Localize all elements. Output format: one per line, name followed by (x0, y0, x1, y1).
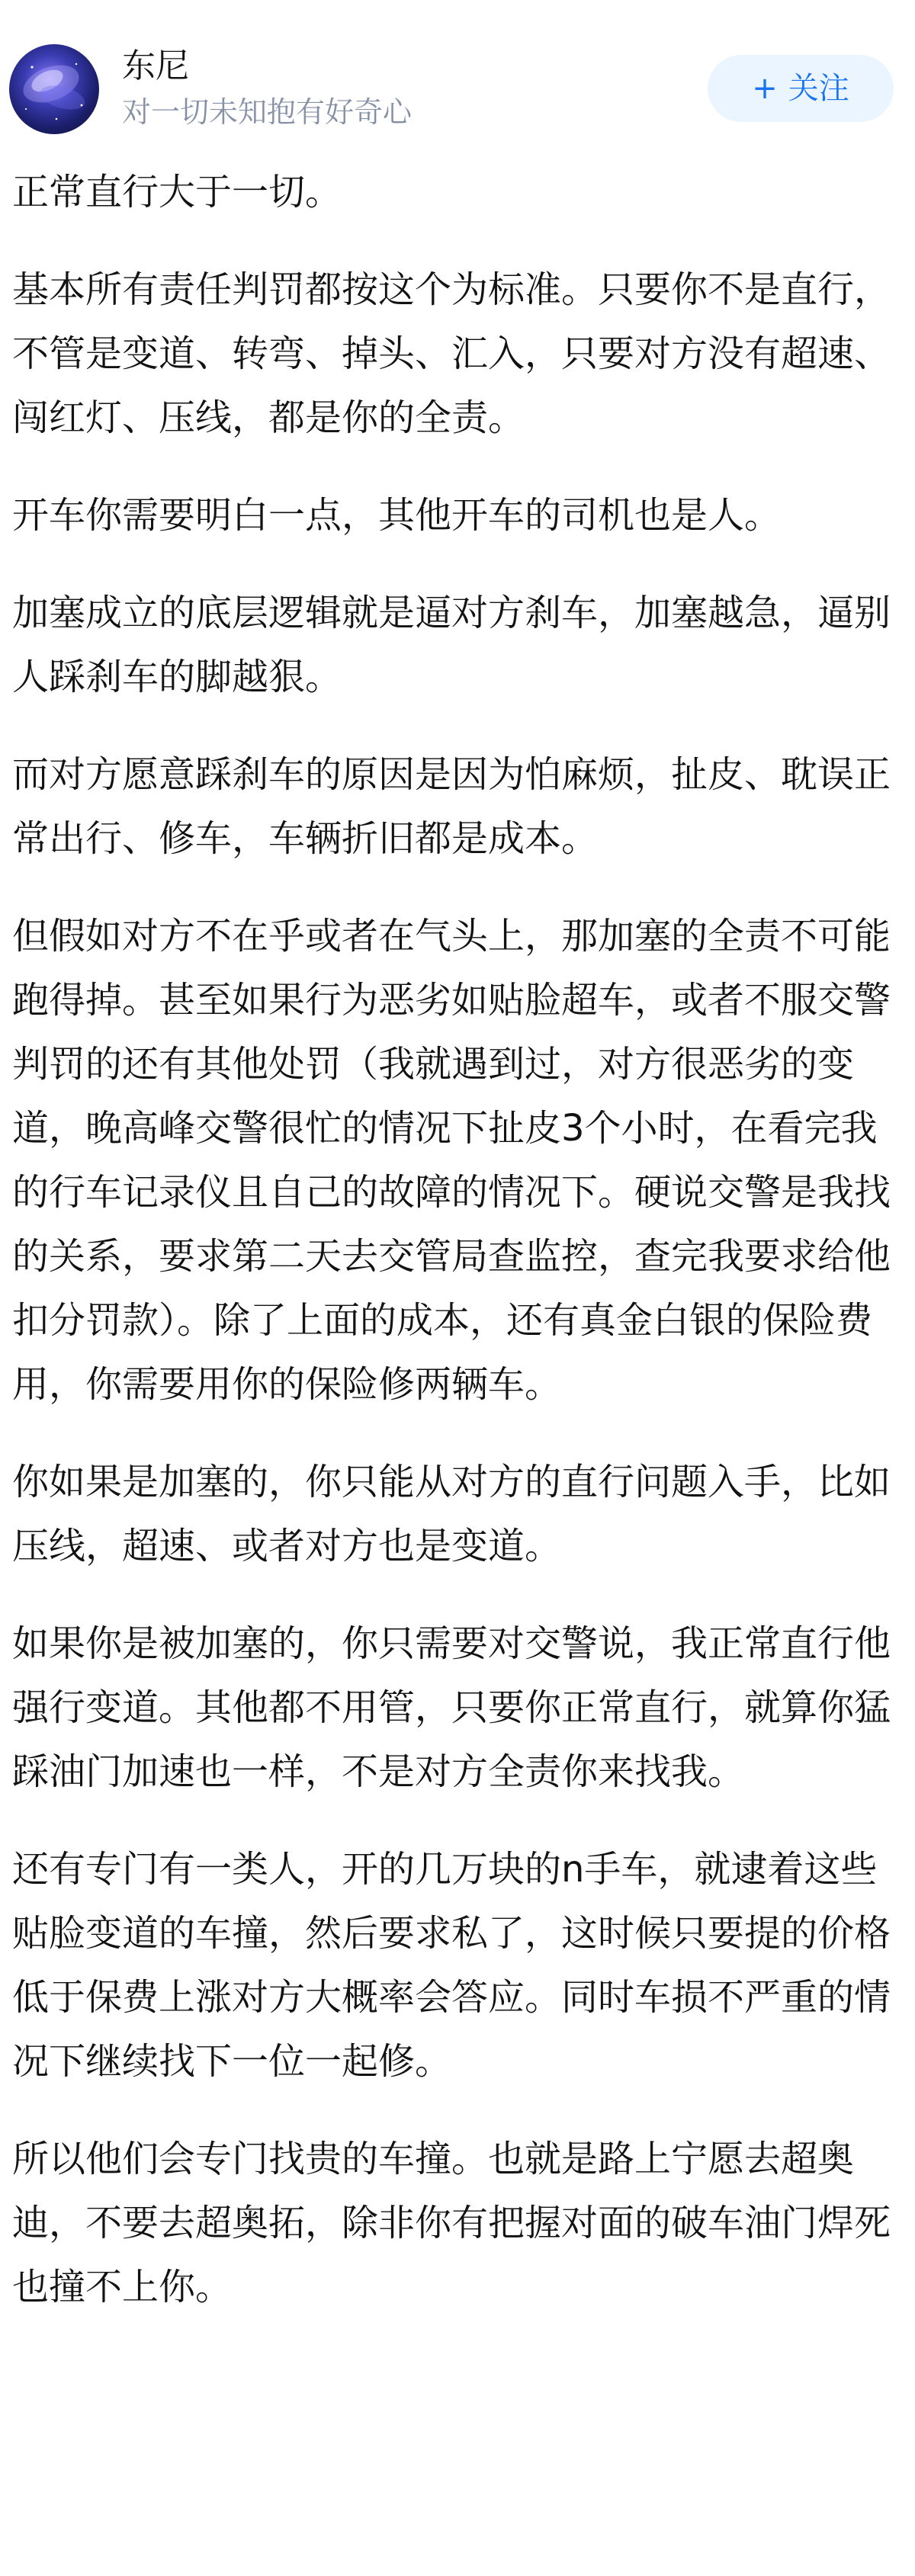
answer-paragraph: 开车你需要明白一点，其他开车的司机也是人。 (12, 494, 782, 537)
follow-button[interactable] (708, 55, 894, 122)
answer-content (12, 160, 903, 2353)
answer-paragraph: 你如果是加塞的，你只能从对方的直行问题入手，比如压线，超速、或者对方也是变道。 (12, 1461, 891, 1567)
answer-paragraph: 还有专门有一类人，开的几万块的n手车，就逮着这些贴脸变道的车撞，然后要求私了，这时候只要提的价格低于保费上涨对方大概率会答应。同时车损不严重的情况下继续找下一位一起修。 (12, 1848, 891, 2083)
answer-paragraph: 如果你是被加塞的，你只需要对交警说，我正常直行他强行变道。其他都不用管，只要你正常直行，就算你猛踩油门加速也一样，不是对方全责你来找我。 (12, 1622, 891, 1793)
plus-icon: + (752, 71, 778, 106)
nebula-avatar-icon (9, 44, 99, 134)
answer-paragraph: 加塞成立的底层逻辑就是逼对方刹车，加塞越急，逼别人踩刹车的脚越狠。 (12, 592, 891, 698)
author-avatar[interactable] (9, 44, 99, 134)
answer-paragraph: 正常直行大于一切。 (12, 171, 342, 213)
answer-author-header (0, 0, 915, 160)
answer-paragraph: 而对方愿意踩刹车的原因是因为怕麻烦，扯皮、耽误正常出行、修车，车辆折旧都是成本。 (12, 753, 891, 860)
answer-paragraph: 基本所有责任判罚都按这个为标准。只要你不是直行，不管是变道、转弯、掉头、汇入，只要对方没有超速、闯红灯、压线，都是你的全责。 (12, 268, 891, 439)
answer-paragraph: 所以他们会专门找贵的车撞。也就是路上宁愿去超奥迪，不要去超奥拓，除非你有把握对面的破车油门焊死也撞不上你。 (12, 2138, 891, 2308)
follow-button-label: 关注 (788, 71, 849, 106)
author-bio: 对一切未知抱有好奇心 (122, 95, 413, 129)
author-name[interactable]: 东尼 (122, 47, 189, 85)
answer-paragraph: 但假如对方不在乎或者在气头上，那加塞的全责不可能跑得掉。甚至如果行为恶劣如贴脸超车，或者不服交警判罚的还有其他处罚（我就遇到过，对方很恶劣的变道，晚高峰交警很忙的情况下扯皮3个小时，在看完我的行车记录仪且自己的故障的情况下。硬说交警是我找的关系，要求第二天去交管局查监控，查完我要求给他扣分罚款）。除了上面的成本，还有真金白银的保险费用，你需要用你的保险修两辆车。 (12, 915, 891, 1406)
